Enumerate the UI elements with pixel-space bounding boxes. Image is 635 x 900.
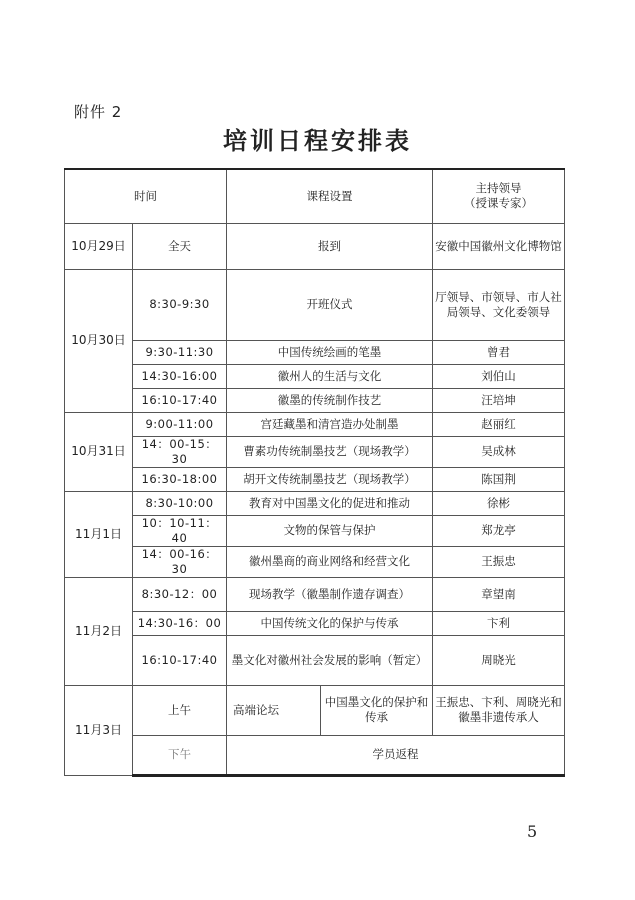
host-cell: 汪培坤 <box>433 388 565 412</box>
header-row <box>65 169 565 223</box>
table-row <box>65 340 565 364</box>
host-cell: 赵丽红 <box>433 412 565 436</box>
table-row <box>65 635 565 685</box>
host-cell: 卞利 <box>433 611 565 635</box>
host-cell: 陈国荆 <box>433 467 565 491</box>
course-cell: 宫廷藏墨和清宫造办处制墨 <box>227 412 433 436</box>
time-cell: 16:30-18:00 <box>133 467 227 491</box>
attachment-label: 附件 2 <box>74 103 123 121</box>
date-cell: 10月31日 <box>65 412 133 491</box>
time-cell: 16:10-17:40 <box>133 388 227 412</box>
host-cell: 安徽中国徽州文化博物馆 <box>433 223 565 269</box>
time-cell: 9:30-11:30 <box>133 340 227 364</box>
table-row <box>65 577 565 611</box>
header-time: 时间 <box>65 169 227 223</box>
host-cell: 徐彬 <box>433 491 565 515</box>
time-cell: 下午 <box>133 735 227 775</box>
course-cell: 中国墨文化的保护和传承 <box>321 685 433 735</box>
time-cell: 8:30-9:30 <box>133 269 227 340</box>
time-cell: 全天 <box>133 223 227 269</box>
table-row <box>65 491 565 515</box>
header-host-line1: 主持领导 <box>475 181 522 196</box>
time-cell: 上午 <box>133 685 227 735</box>
date-cell: 10月30日 <box>65 269 133 412</box>
course-cell: 徽州人的生活与文化 <box>227 364 433 388</box>
time-cell: 9:00-11:00 <box>133 412 227 436</box>
host-cell: 吴成林 <box>433 436 565 467</box>
course-cell: 徽州墨商的商业网络和经营文化 <box>227 546 433 577</box>
table-row <box>65 685 565 735</box>
course-cell: 胡开文传统制墨技艺（现场教学） <box>227 467 433 491</box>
page-title: 培训日程安排表 <box>223 126 412 155</box>
date-cell: 11月2日 <box>65 577 133 685</box>
time-cell: 16:10-17:40 <box>133 635 227 685</box>
time-cell: 8:30-10:00 <box>133 491 227 515</box>
time-cell: 8:30-12：00 <box>133 577 227 611</box>
date-cell: 10月29日 <box>65 223 133 269</box>
course-cell: 现场教学（徽墨制作遗存调查） <box>227 577 433 611</box>
table-row <box>65 515 565 546</box>
host-cell: 王振忠、卞利、周晓光和徽墨非遗传承人 <box>433 685 565 735</box>
table-row <box>65 364 565 388</box>
course-cell: 报到 <box>227 223 433 269</box>
host-cell: 厅领导、市领导、市人社局领导、文化委领导 <box>433 269 565 340</box>
time-cell: 10：10-11：40 <box>133 515 227 546</box>
host-cell: 刘伯山 <box>433 364 565 388</box>
table-row <box>65 467 565 491</box>
table-row <box>65 388 565 412</box>
time-cell: 14:30-16:00 <box>133 364 227 388</box>
course-cell: 曹素功传统制墨技艺（现场教学） <box>227 436 433 467</box>
course-cell: 徽墨的传统制作技艺 <box>227 388 433 412</box>
header-host-line2: （授课专家） <box>464 196 533 211</box>
date-cell: 11月1日 <box>65 491 133 577</box>
time-cell: 14：00-16：30 <box>133 546 227 577</box>
host-cell: 曾君 <box>433 340 565 364</box>
time-cell: 14：00-15：30 <box>133 436 227 467</box>
host-cell: 王振忠 <box>433 546 565 577</box>
table-row <box>65 546 565 577</box>
table-row <box>65 611 565 635</box>
course-cell: 教育对中国墨文化的促进和推动 <box>227 491 433 515</box>
course-cell: 中国传统文化的保护与传承 <box>227 611 433 635</box>
course-cell: 开班仪式 <box>227 269 433 340</box>
header-course: 课程设置 <box>227 169 433 223</box>
host-cell: 周晓光 <box>433 635 565 685</box>
schedule-table <box>64 168 565 777</box>
course-cell: 文物的保管与保护 <box>227 515 433 546</box>
time-cell: 14:30-16：00 <box>133 611 227 635</box>
date-cell: 11月3日 <box>65 685 133 775</box>
course-cell: 中国传统绘画的笔墨 <box>227 340 433 364</box>
header-host <box>433 169 565 223</box>
table-row <box>65 412 565 436</box>
forum-label-cell: 高端论坛 <box>227 685 321 735</box>
page-number: 5 <box>527 822 538 841</box>
table-row <box>65 269 565 340</box>
course-cell: 学员返程 <box>227 735 565 775</box>
host-cell: 郑龙亭 <box>433 515 565 546</box>
table-row <box>65 436 565 467</box>
table-row <box>65 735 565 775</box>
host-cell: 章望南 <box>433 577 565 611</box>
course-cell: 墨文化对徽州社会发展的影响（暂定） <box>227 635 433 685</box>
table-row <box>65 223 565 269</box>
